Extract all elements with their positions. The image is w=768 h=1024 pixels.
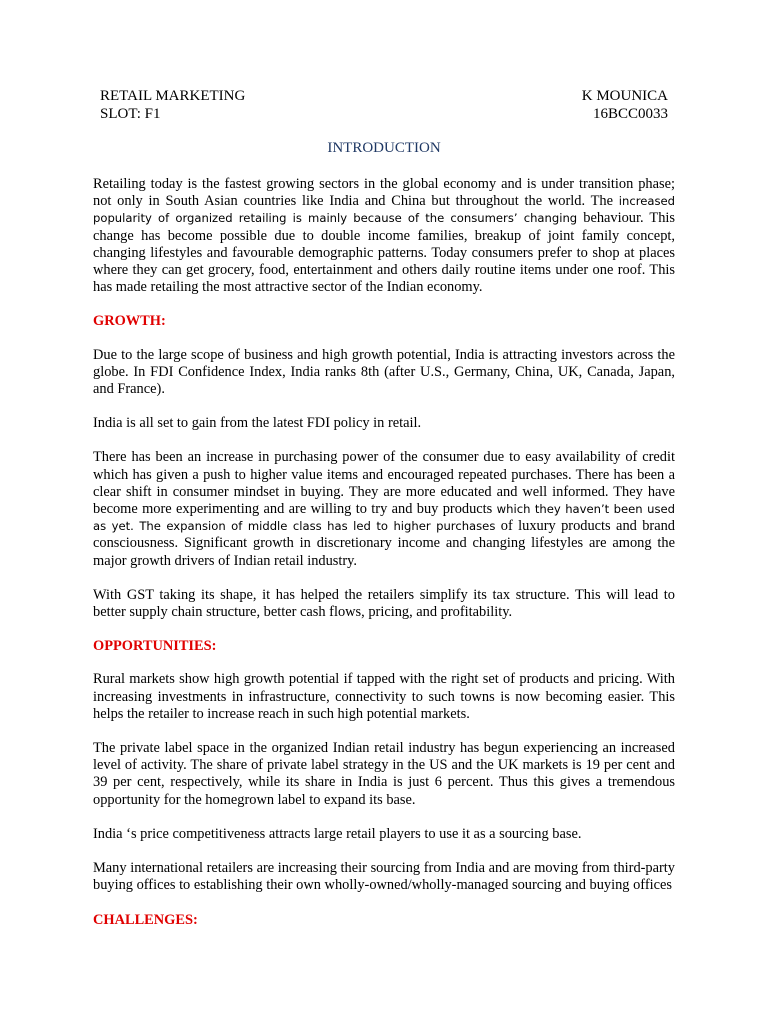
intro-paragraph [93, 176, 675, 296]
growth-paragraph-2: India is all set to gain from the latest FDI policy in retail. [93, 415, 422, 432]
student-id: 16BCC0033 [592, 106, 668, 122]
opportunities-paragraph-2: The private label space in the organized Indian retail industry has begun experiencing an increased level of activity. The share of private label strategy in the US and the UK markets is 19 per cent and 39 per cent, respectively, while its share in India is just 6 percent. Thus this gives a tremendous opportunity for the homegrown label to expand its base. [93, 740, 675, 808]
header-row-1 [100, 87, 668, 105]
intro-text-part-1: Retailing today is the fastest growing sectors in the global economy and is under transition phase; not only in South Asian countries like India and China but throughout the world. The [93, 176, 675, 210]
growth-text-part-2: which they haven’t been used as yet. The expansion of middle class has led to higher purchases [93, 502, 675, 534]
document-header [100, 87, 668, 123]
challenges-heading: CHALLENGES: [93, 911, 198, 928]
header-row-2 [100, 105, 668, 123]
author-name: K MOUNICA [581, 88, 668, 104]
opportunities-paragraph-1: Rural markets show high growth potential if tapped with the right set of products and pricing. With increasing investments in infrastructure, connectivity to such towns is now becoming easier. This helps the retailer to increase reach in such high potential markets. [93, 671, 675, 722]
opportunities-paragraph-3: India ‘s price competitiveness attracts large retail players to use it as a sourcing base. [93, 825, 582, 842]
growth-paragraph-1: Due to the large scope of business and high growth potential, India is attracting investors across the globe. In FDI Confidence Index, India ranks 8th (after U.S., Germany, China, UK, Canada, Japan, and France). [93, 346, 675, 398]
document-body [93, 176, 675, 945]
growth-text-part-1: There has been an increase in purchasing power of the consumer due to easy availability of credit which has given a push to higher value items and encouraged repeated purchases. There has been a clear shift in consumer mindset in buying. They are more educated and well informed. They have become more experimenting and are willing to try and buy products [93, 449, 675, 518]
slot-label: SLOT: F1 [100, 106, 161, 122]
opportunities-paragraph-4: Many international retailers are increasing their sourcing from India and are moving from third-party buying offices to establishing their own wholly-owned/wholly-managed sourcing and buying offices [93, 860, 675, 894]
growth-paragraph-3 [93, 449, 675, 569]
growth-paragraph-4: With GST taking its shape, it has helped the retailers simplify its tax structure. This will lead to better supply chain structure, better cash flows, pricing, and profitability. [93, 586, 675, 621]
intro-text-part-2: increased popularity of organized retailing is mainly because of the consumers’ changing [93, 194, 675, 226]
introduction-title: INTRODUCTION [327, 140, 441, 156]
opportunities-heading: OPPORTUNITIES: [93, 638, 217, 655]
course-title: RETAIL MARKETING [100, 88, 246, 104]
growth-heading: GROWTH: [93, 313, 166, 330]
intro-text-part-3: behaviour. This change has become possible due to double income families, breakup of joint family concept, changing lifestyles and favourable demographic patterns. Today consumers prefer to shop at places where they can get grocery, food, entertainment and others daily routine items under one roof. This has made retailing the most attractive sector of the Indian economy. [93, 210, 675, 296]
growth-text-part-3: of luxury products and brand consciousness. Significant growth in discretionary income and changing lifestyles are among the major growth drivers of Indian retail industry. [93, 518, 675, 569]
